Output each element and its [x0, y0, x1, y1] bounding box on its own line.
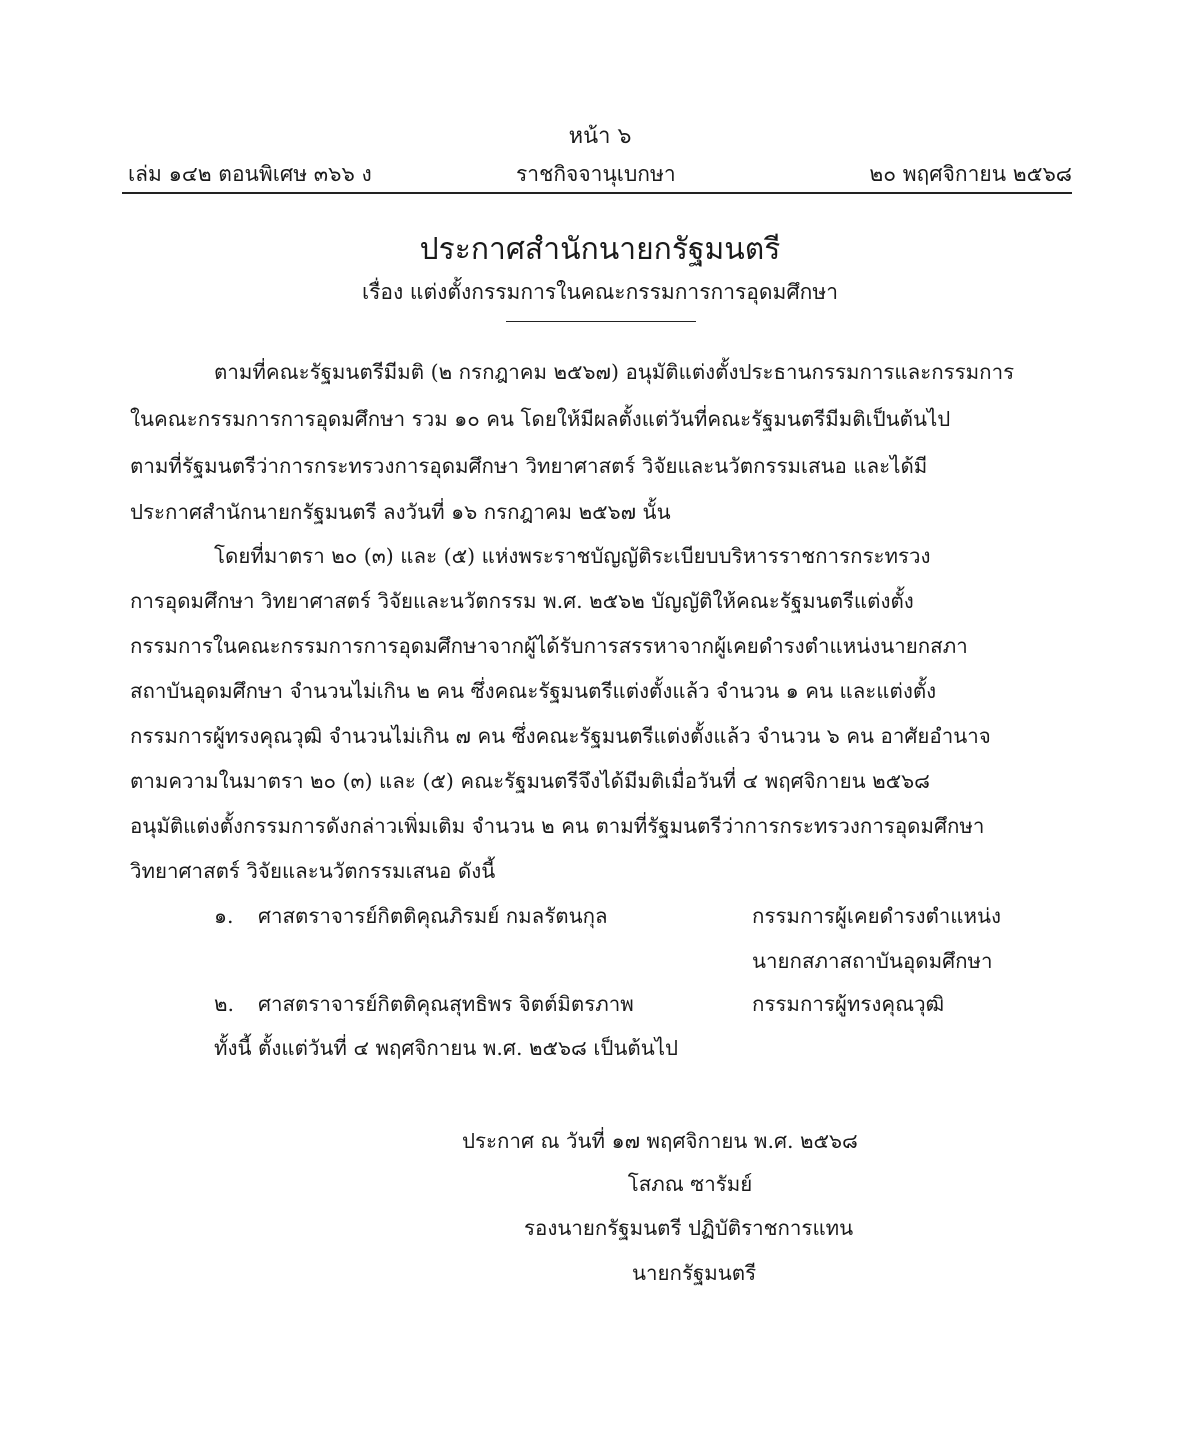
appointee-name: ศาสตราจารย์กิตติคุณภิรมย์ กมลรัตนกุล	[258, 904, 608, 928]
paragraph-2-line: วิทยาศาสตร์ วิจัยและนวัตกรรมเสนอ ดังนี้	[130, 859, 496, 883]
paragraph-2-line: อนุมัติแต่งตั้งกรรมการดังกล่าวเพิ่มเติม จำนวน ๒ คน ตามที่รัฐมนตรีว่าการกระทรวงการอุดมศึกษา	[130, 814, 985, 838]
publication-date: ๒๐ พฤศจิกายน ๒๕๖๘	[869, 162, 1072, 186]
appointee-position: กรรมการผู้เคยดำรงตำแหน่ง	[752, 904, 1002, 928]
appointee-number: ๒.	[214, 992, 235, 1016]
signatory-position-2: นายกรัฐมนตรี	[632, 1261, 757, 1285]
document-subject: เรื่อง แต่งตั้งกรรมการในคณะกรรมการการอุดมศึกษา	[361, 280, 839, 304]
signatory-position: รองนายกรัฐมนตรี ปฏิบัติราชการแทน	[524, 1216, 854, 1240]
paragraph-2-line: สถาบันอุดมศึกษา จำนวนไม่เกิน ๒ คน ซึ่งคณะรัฐมนตรีแต่งตั้งแล้ว จำนวน ๑ คน และแต่งตั้ง	[130, 679, 937, 703]
appointee-number: ๑.	[214, 904, 234, 928]
document-title: ประกาศสำนักนายกรัฐมนตรี	[419, 232, 781, 267]
paragraph-2-line: การอุดมศึกษา วิทยาศาสตร์ วิจัยและนวัตกรรม พ.ศ. ๒๕๖๒ บัญญัติให้คณะรัฐมนตรีแต่งตั้ง	[130, 589, 914, 613]
title-divider	[506, 321, 696, 322]
paragraph-2-line: ตามความในมาตรา ๒๐ (๓) และ (๕) คณะรัฐมนตรีจึงได้มีมติเมื่อวันที่ ๔ พฤศจิกายน ๒๕๖๘	[130, 769, 930, 793]
gazette-header	[128, 158, 1072, 188]
paragraph-1-line: ตามที่รัฐมนตรีว่าการกระทรวงการอุดมศึกษา วิทยาศาสตร์ วิจัยและนวัตกรรมเสนอ และได้มี	[130, 454, 928, 478]
signatory-name: โสภณ ซารัมย์	[627, 1172, 753, 1196]
paragraph-2-line: กรรมการในคณะกรรมการการอุดมศึกษาจากผู้ได้รับการสรรหาจากผู้เคยดำรงตำแหน่งนายกสภา	[130, 634, 968, 658]
paragraph-2-line: กรรมการผู้ทรงคุณวุฒิ จำนวนไม่เกิน ๗ คน ซึ่งคณะรัฐมนตรีแต่งตั้งแล้ว จำนวน ๖ คน อาศัยอำนาจ	[130, 724, 991, 748]
paragraph-2-line: โดยที่มาตรา ๒๐ (๓) และ (๕) แห่งพระราชบัญญัติระเบียบบริหารราชการกระทรวง	[214, 544, 931, 568]
effective-date-line: ทั้งนี้ ตั้งแต่วันที่ ๔ พฤศจิกายน พ.ศ. ๒๕๖๘ เป็นต้นไป	[214, 1036, 679, 1060]
paragraph-1-line: ตามที่คณะรัฐมนตรีมีมติ (๒ กรกฎาคม ๒๕๖๗) อนุมัติแต่งตั้งประธานกรรมการและกรรมการ	[214, 360, 1015, 384]
page-number: หน้า ๖	[568, 124, 632, 149]
appointee-position: นายกสภาสถาบันอุดมศึกษา	[752, 949, 993, 973]
paragraph-1-line: ในคณะกรรมการการอุดมศึกษา รวม ๑๐ คน โดยให้มีผลตั้งแต่วันที่คณะรัฐมนตรีมีมติเป็นต้นไป	[130, 407, 951, 431]
appointee-position: กรรมการผู้ทรงคุณวุฒิ	[752, 992, 945, 1016]
gazette-name: ราชกิจจานุเบกษา	[516, 162, 676, 186]
paragraph-1-line: ประกาศสำนักนายกรัฐมนตรี ลงวันที่ ๑๖ กรกฎาคม ๒๕๖๗ นั้น	[130, 500, 671, 524]
announcement-date: ประกาศ ณ วันที่ ๑๗ พฤศจิกายน พ.ศ. ๒๕๖๘	[462, 1129, 858, 1153]
header-divider	[122, 192, 1072, 194]
volume-info: เล่ม ๑๔๒ ตอนพิเศษ ๓๖๖ ง	[128, 162, 372, 186]
appointee-name: ศาสตราจารย์กิตติคุณสุทธิพร จิตต์มิตรภาพ	[258, 992, 634, 1016]
